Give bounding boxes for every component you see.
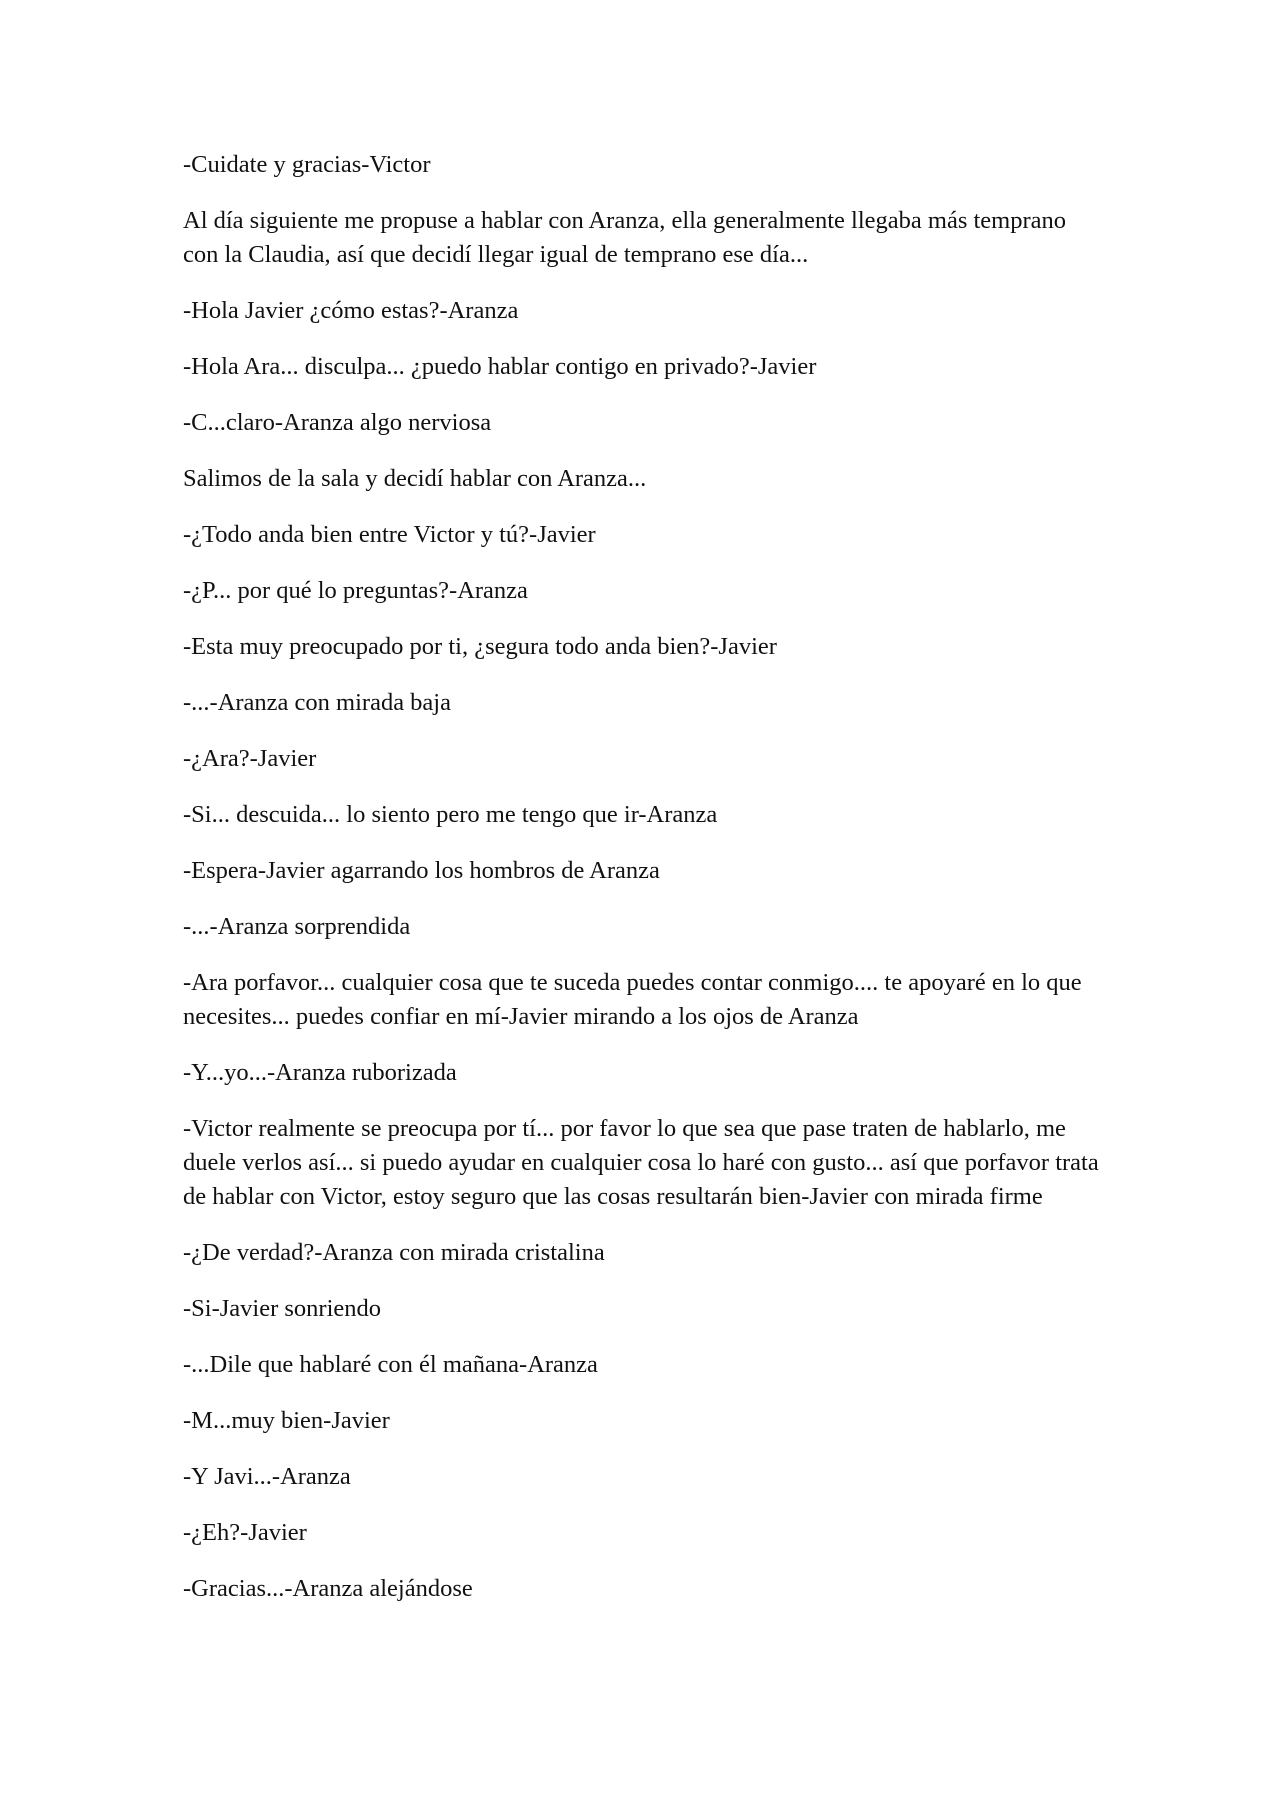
- paragraph: -¿Eh?-Javier: [183, 1519, 307, 1546]
- paragraph: -Gracias...-Aranza alejándose: [183, 1575, 473, 1602]
- paragraph: -Espera-Javier agarrando los hombros de Aranza: [183, 857, 660, 884]
- paragraph: -Y...yo...-Aranza ruborizada: [183, 1059, 457, 1086]
- paragraph: -Ara porfavor... cualquier cosa que te suceda puedes contar conmigo.... te apoyaré en lo que necesites... puedes confiar en mí-Javier mirando a los ojos de Aranza: [183, 969, 1082, 1030]
- paragraph: -¿De verdad?-Aranza con mirada cristalina: [183, 1239, 605, 1266]
- paragraph: -Y Javi...-Aranza: [183, 1463, 351, 1490]
- paragraph: Al día siguiente me propuse a hablar con Aranza, ella generalmente llegaba más temprano con la Claudia, así que decidí llegar igual de temprano ese día...: [183, 207, 1067, 268]
- paragraph: -Esta muy preocupado por ti, ¿segura todo anda bien?-Javier: [183, 633, 777, 660]
- paragraph: -Cuidate y gracias-Victor: [183, 151, 431, 178]
- paragraph: -Hola Ara... disculpa... ¿puedo hablar contigo en privado?-Javier: [183, 353, 817, 380]
- paragraph: -...-Aranza con mirada baja: [183, 689, 451, 716]
- paragraph: -¿Ara?-Javier: [183, 745, 317, 772]
- paragraph: Salimos de la sala y decidí hablar con Aranza...: [183, 465, 647, 492]
- paragraph: -Victor realmente se preocupa por tí... por favor lo que sea que pase traten de hablarlo, me duele verlos así... si puedo ayudar en cualquier cosa lo haré con gusto... así que porfavor trata de hablar con Victor, estoy seguro que las cosas resultarán bien-Javier con mirada firme: [183, 1115, 1099, 1210]
- paragraph: -¿P... por qué lo preguntas?-Aranza: [183, 577, 528, 604]
- paragraph: -Hola Javier ¿cómo estas?-Aranza: [183, 297, 519, 324]
- paragraph: -¿Todo anda bien entre Victor y tú?-Javier: [183, 521, 596, 548]
- paragraph: -...Dile que hablaré con él mañana-Aranza: [183, 1351, 598, 1378]
- paragraph: -M...muy bien-Javier: [183, 1407, 390, 1434]
- paragraph: -Si... descuida... lo siento pero me tengo que ir-Aranza: [183, 801, 718, 828]
- paragraph: -Si-Javier sonriendo: [183, 1295, 381, 1322]
- document-body: [183, 148, 1103, 1628]
- paragraph: -...-Aranza sorprendida: [183, 913, 411, 940]
- paragraph: -C...claro-Aranza algo nerviosa: [183, 409, 492, 436]
